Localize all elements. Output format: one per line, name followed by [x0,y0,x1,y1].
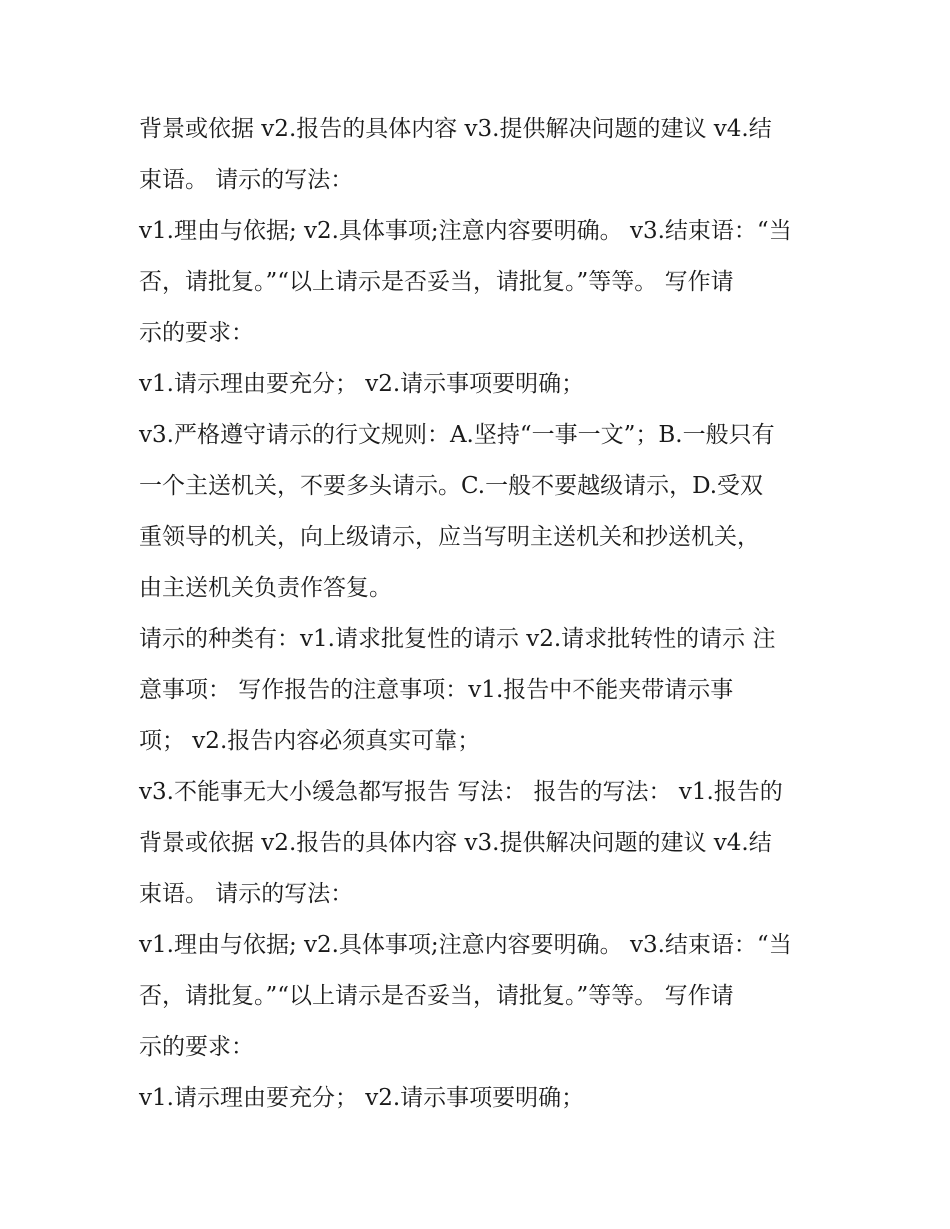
text-line: 意事项： 写作报告的注意事项：v1.报告中不能夹带请示事 [139,677,734,703]
text-line: v1.请示理由要充分； v2.请示事项要明确； [139,1085,585,1111]
text-line: 项； v2.报告内容必须真实可靠； [139,728,481,754]
text-line: 由主送机关负责作答复。 [139,575,392,601]
text-line: 否，请批复。”“以上请示是否妥当，请批复。”等等。 写作请 [139,269,734,295]
text-line: 请示的种类有：v1.请求批复性的请示 v2.请求批转性的请示 注 [139,626,776,652]
text-line: v3.不能事无大小缓急都写报告 写法： 报告的写法： v1.报告的 [139,779,783,805]
text-line: v1.理由与依据; v2.具体事项;注意内容要明确。 v3.结束语：“当 [139,218,792,244]
text-line: 示的要求： [139,320,254,346]
text-line: 背景或依据 v2.报告的具体内容 v3.提供解决问题的建议 v4.结 [139,116,772,142]
text-line: 重领导的机关，向上级请示，应当写明主送机关和抄送机关， [139,524,760,550]
text-line: v1.理由与依据; v2.具体事项;注意内容要明确。 v3.结束语：“当 [139,932,792,958]
text-line: v1.请示理由要充分； v2.请示事项要明确； [139,371,585,397]
document-body [139,104,819,1124]
text-line: 否，请批复。”“以上请示是否妥当，请批复。”等等。 写作请 [139,983,734,1009]
text-line: 束语。 请示的写法： [139,167,354,193]
text-line: 束语。 请示的写法： [139,881,354,907]
text-line: 示的要求： [139,1034,254,1060]
text-line: 一个主送机关，不要多头请示。C.一般不要越级请示，D.受双 [139,473,764,499]
text-line: 背景或依据 v2.报告的具体内容 v3.提供解决问题的建议 v4.结 [139,830,772,856]
text-line: v3.严格遵守请示的行文规则：A.坚持“一事一文”；B.一般只有 [139,422,775,448]
